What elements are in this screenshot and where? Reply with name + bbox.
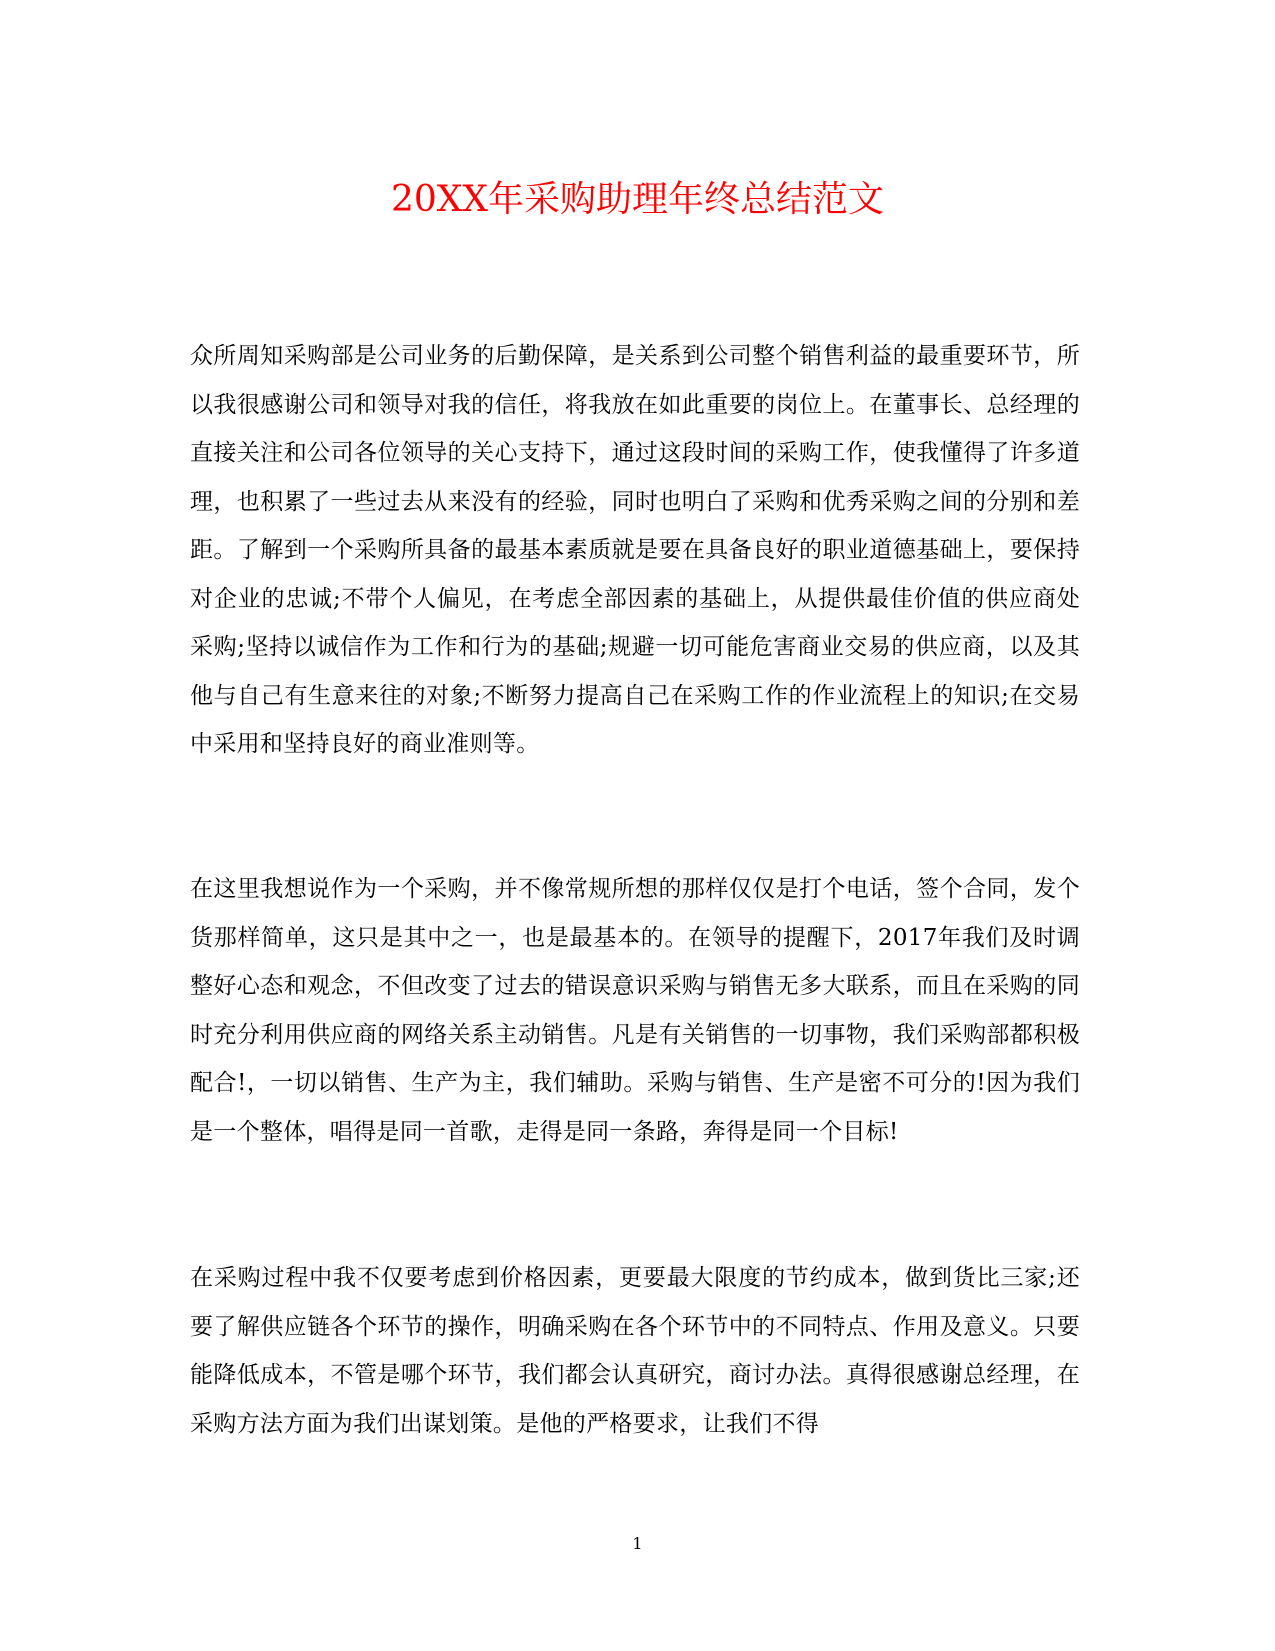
document-title: 20XX年采购助理年终总结范文 [390, 179, 885, 220]
paragraph-2: 在这里我想说作为一个采购，并不像常规所想的那样仅仅是打个电话，签个合同，发个货那样简单，这只是其中之一，也是最基本的。在领导的提醒下，2017年我们及时调整好心态和观念，不但改变了过去的错误意识采购与销售无多大联系，而且在采购的同时充分利用供应商的网络关系主动销售。凡是有关销售的一切事物，我们采购部都积极配合!，一切以销售、生产为主，我们辅助。采购与销售、生产是密不可分的!因为我们是一个整体，唱得是同一首歌，走得是同一条路，奔得是同一个目标! [190, 876, 1080, 1145]
page-number: 1 [632, 1534, 643, 1553]
paragraph-1: 众所周知采购部是公司业务的后勤保障，是关系到公司整个销售利益的最重要环节，所以我很感谢公司和领导对我的信任，将我放在如此重要的岗位上。在董事长、总经理的直接关注和公司各位领导的关心支持下，通过这段时间的采购工作，使我懂得了许多道理，也积累了一些过去从来没有的经验，同时也明白了采购和优秀采购之间的分别和差距。了解到一个采购所具备的最基本素质就是要在具备良好的职业道德基础上，要保持对企业的忠诚;不带个人偏见，在考虑全部因素的基础上，从提供最佳价值的供应商处采购;坚持以诚信作为工作和行为的基础;规避一切可能危害商业交易的供应商，以及其他与自己有生意来往的对象;不断努力提高自己在采购工作的作业流程上的知识;在交易中采用和坚持良好的商业准则等。 [190, 343, 1080, 757]
paragraph-3: 在采购过程中我不仅要考虑到价格因素，更要最大限度的节约成本，做到货比三家;还要了解供应链各个环节的操作，明确采购在各个环节中的不同特点、作用及意义。只要能降低成本，不管是哪个环节，我们都会认真研究，商讨办法。真得很感谢总经理，在采购方法方面为我们出谋划策。是他的严格要求，让我们不得 [190, 1265, 1080, 1437]
